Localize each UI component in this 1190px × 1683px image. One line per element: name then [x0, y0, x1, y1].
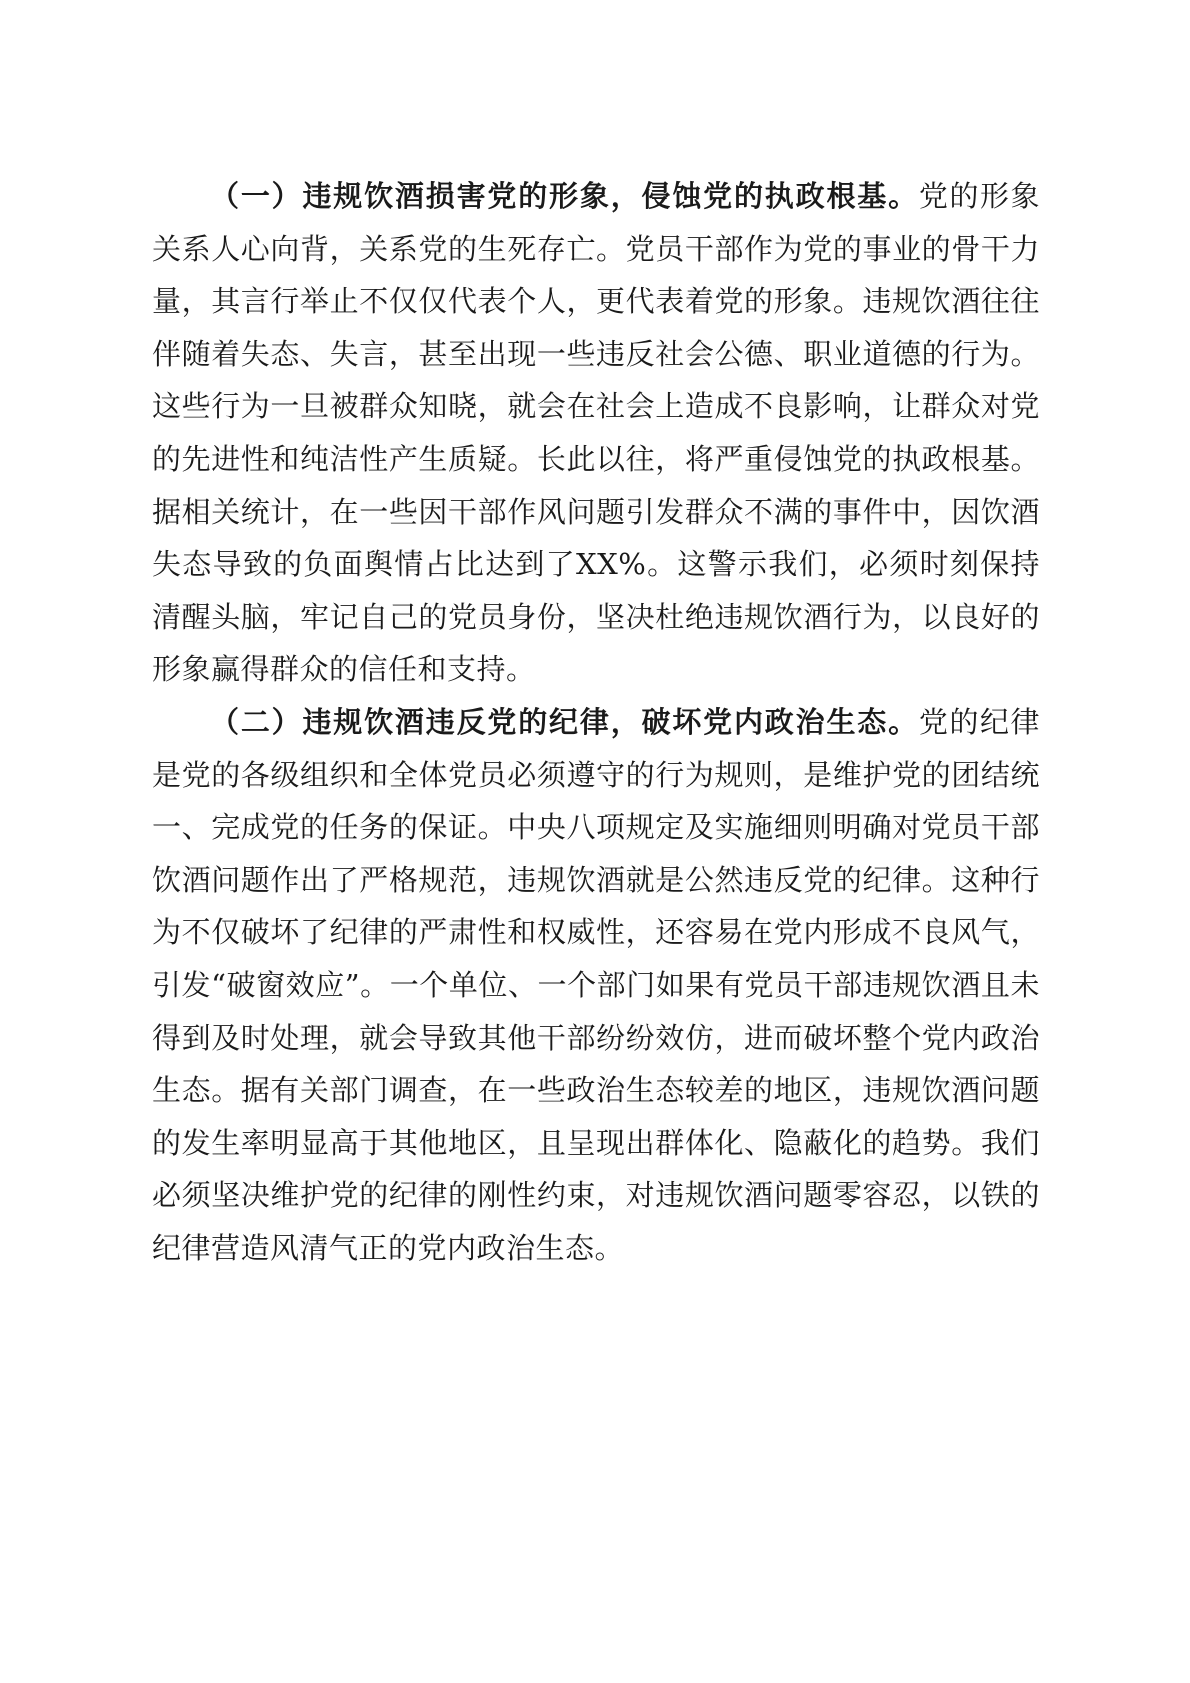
paragraph-1-text: 党的形象关系人心向背，关系党的生死存亡。党员干部作为党的事业的骨干力量，其言行举止不仅仅代表个人，更代表着党的形象。违规饮酒往往伴随着失态、失言，甚至出现一些违反社会公德、职业道德的行为。这些行为一旦被群众知晓，就会在社会上造成不良影响，让群众对党的先进性和纯洁性产生质疑。长此以往，将严重侵蚀党的执政根基。据相关统计，在一些因干部作风问题引发群众不满的事件中，因饮酒失态导致的负面舆情占比达到了XX%。这警示我们，必须时刻保持清醒头脑，牢记自己的党员身份，坚决杜绝违规饮酒行为，以良好的形象赢得群众的信任和支持。	[152, 179, 1040, 687]
paragraph-2	[152, 696, 1040, 1275]
paragraph-1-heading: （一）违规饮酒损害党的形象，侵蚀党的执政根基。	[210, 179, 919, 213]
paragraph-1	[152, 170, 1040, 696]
paragraph-2-text: 党的纪律是党的各级组织和全体党员必须遵守的行为规则，是维护党的团结统一、完成党的任务的保证。中央八项规定及实施细则明确对党员干部饮酒问题作出了严格规范，违规饮酒就是公然违反党的纪律。这种行为不仅破坏了纪律的严肃性和权威性，还容易在党内形成不良风气，引发“破窗效应”。一个单位、一个部门如果有党员干部违规饮酒且未得到及时处理，就会导致其他干部纷纷效仿，进而破坏整个党内政治生态。据有关部门调查，在一些政治生态较差的地区，违规饮酒问题的发生率明显高于其他地区，且呈现出群体化、隐蔽化的趋势。我们必须坚决维护党的纪律的刚性约束，对违规饮酒问题零容忍，以铁的纪律营造风清气正的党内政治生态。	[152, 704, 1040, 1265]
paragraph-2-heading: （二）违规饮酒违反党的纪律，破坏党内政治生态。	[210, 704, 919, 739]
document-body	[152, 170, 1040, 1274]
